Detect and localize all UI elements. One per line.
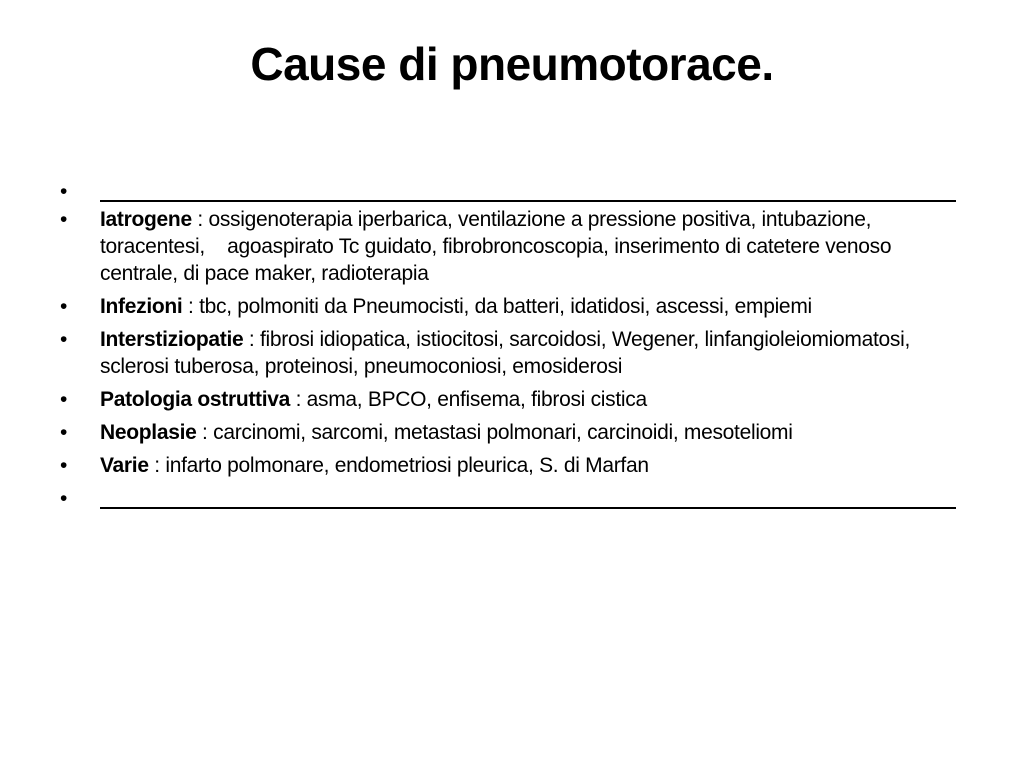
bullet-text: tbc, polmoniti da Pneumocisti, da batteri, idatidosi, ascessi, empiemi bbox=[199, 295, 812, 318]
bullet-item-patologia-ostruttiva bbox=[60, 386, 960, 413]
bullet-term: Patologia ostruttiva bbox=[100, 388, 291, 411]
bullet-item-infezioni bbox=[60, 293, 960, 320]
bullet-separator: : bbox=[243, 328, 260, 351]
bullet-marker: • bbox=[60, 388, 68, 411]
bullet-list bbox=[60, 178, 960, 513]
bullet-marker: • bbox=[60, 180, 68, 203]
bullet-text: carcinomi, sarcomi, metastasi polmonari, carcinoidi, mesoteliomi bbox=[213, 421, 793, 444]
bullet-separator: : bbox=[196, 421, 214, 444]
bullet-term: Iatrogene bbox=[100, 208, 192, 231]
bullet-marker: • bbox=[60, 208, 68, 231]
bullet-term: Infezioni bbox=[100, 295, 183, 318]
bullet-separator: : bbox=[148, 454, 166, 477]
bullet-item-separator-top bbox=[60, 178, 960, 202]
bullet-marker: • bbox=[60, 295, 68, 318]
bullet-marker: • bbox=[60, 487, 68, 510]
bullet-item-interstiziopatie bbox=[60, 326, 960, 380]
bullet-text: asma, BPCO, enfisema, fibrosi cistica bbox=[306, 388, 647, 411]
bullet-item-neoplasie bbox=[60, 419, 960, 446]
bullet-text: fibrosi idiopatica, istiocitosi, sarcoidosi, Wegener, linfangioleiomiomatosi, sclerosi tuberosa, proteinosi, pneumoconiosi, emosiderosi bbox=[100, 328, 927, 378]
bullet-term: Varie bbox=[100, 454, 149, 477]
slide-title: Cause di pneumotorace. bbox=[250, 38, 774, 90]
bullet-term: Neoplasie bbox=[100, 421, 197, 444]
bullet-marker: • bbox=[60, 421, 68, 444]
bullet-text: infarto polmonare, endometriosi pleurica, S. di Marfan bbox=[165, 454, 649, 477]
separator-line bbox=[100, 485, 956, 509]
bullet-text: ossigenoterapia iperbarica, ventilazione a pressione positiva, intubazione, toracentesi, agoaspirato Tc guidato, fibrobroncoscopia, inserimento di catetere venoso centrale, di pace maker, radioterapia bbox=[100, 208, 897, 285]
bullet-marker: • bbox=[60, 454, 68, 477]
bullet-term: Interstiziopatie bbox=[100, 328, 244, 351]
bullet-marker: • bbox=[60, 328, 68, 351]
separator-line bbox=[100, 178, 956, 202]
bullet-item-separator-bottom bbox=[60, 485, 960, 509]
bullet-separator: : bbox=[290, 388, 307, 411]
bullet-item-iatrogene bbox=[60, 206, 960, 287]
bullet-item-varie bbox=[60, 452, 960, 479]
bullet-separator: : bbox=[182, 295, 200, 318]
bullet-separator: : bbox=[191, 208, 209, 231]
